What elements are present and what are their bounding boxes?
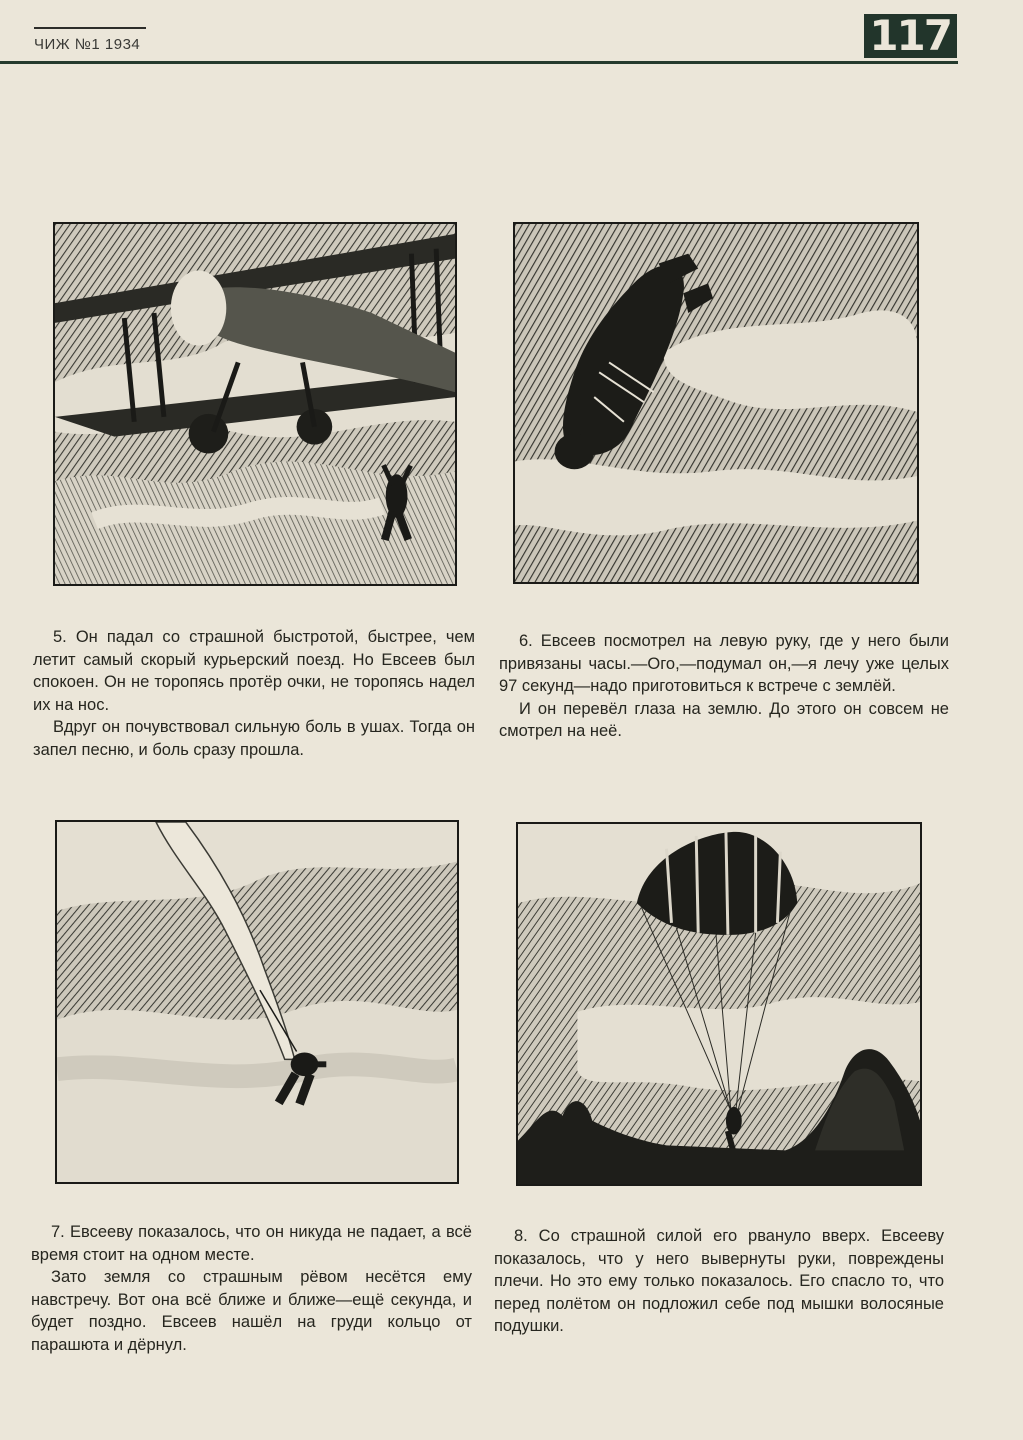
caption-8-paragraph-1: 8. Со страшной силой его рвануло вверх. Евсееву показалось, что у него вывернуты руки, повреждены плечи. Но это ему только показалось. Его спасло то, что перед полётом он подложил себе под мышки волосяные подушки. — [494, 1227, 944, 1335]
caption-8 — [494, 1225, 944, 1338]
caption-5-paragraph-2: Вдруг он почувствовал сильную боль в ушах. Тогда он запел песню, и боль сразу прошла. — [33, 718, 475, 759]
caption-7 — [31, 1221, 472, 1356]
parachute-opening-illustration — [57, 822, 457, 1182]
caption-7-paragraph-2: Зато земля со страшным рёвом несётся ему навстречу. Вот она всё ближе и ближе—ещё секунда, и будет поздно. Евсеев нашёл на груди кольцо от парашюта и дёрнул. — [31, 1268, 472, 1354]
illustration-panel-7 — [55, 820, 459, 1184]
caption-6-paragraph-1: 6. Евсеев посмотрел на левую руку, где у него были привязаны часы.—Ого,—подумал он,—я лечу уже целых 97 секунд—надо приготовиться к встрече с землёй. — [499, 632, 949, 695]
caption-7-paragraph-1: 7. Евсееву показалось, что он никуда не падает, а всё время стоит на одном месте. — [31, 1223, 472, 1264]
caption-6 — [499, 630, 949, 743]
page-number: 117 — [864, 14, 957, 58]
parachute-descent-illustration — [518, 824, 920, 1184]
biplane-illustration — [55, 224, 455, 584]
illustration-panel-8 — [516, 822, 922, 1186]
header-rule — [0, 61, 958, 64]
caption-6-paragraph-2: И он перевёл глаза на землю. До этого он совсем не смотрел на неё. — [499, 699, 949, 740]
caption-5-paragraph-1: 5. Он падал со страшной быстротой, быстрее, чем летит самый скорый курьерский поезд. Но Евсеев был спокоен. Он не торопясь протёр очки, не торопясь надел их на нос. — [33, 628, 475, 714]
header-rule-short — [34, 27, 146, 29]
magazine-title: ЧИЖ №1 1934 — [34, 36, 141, 53]
falling-man-illustration — [515, 224, 917, 582]
caption-5 — [33, 626, 475, 761]
illustration-panel-5 — [53, 222, 457, 586]
illustration-panel-6 — [513, 222, 919, 584]
